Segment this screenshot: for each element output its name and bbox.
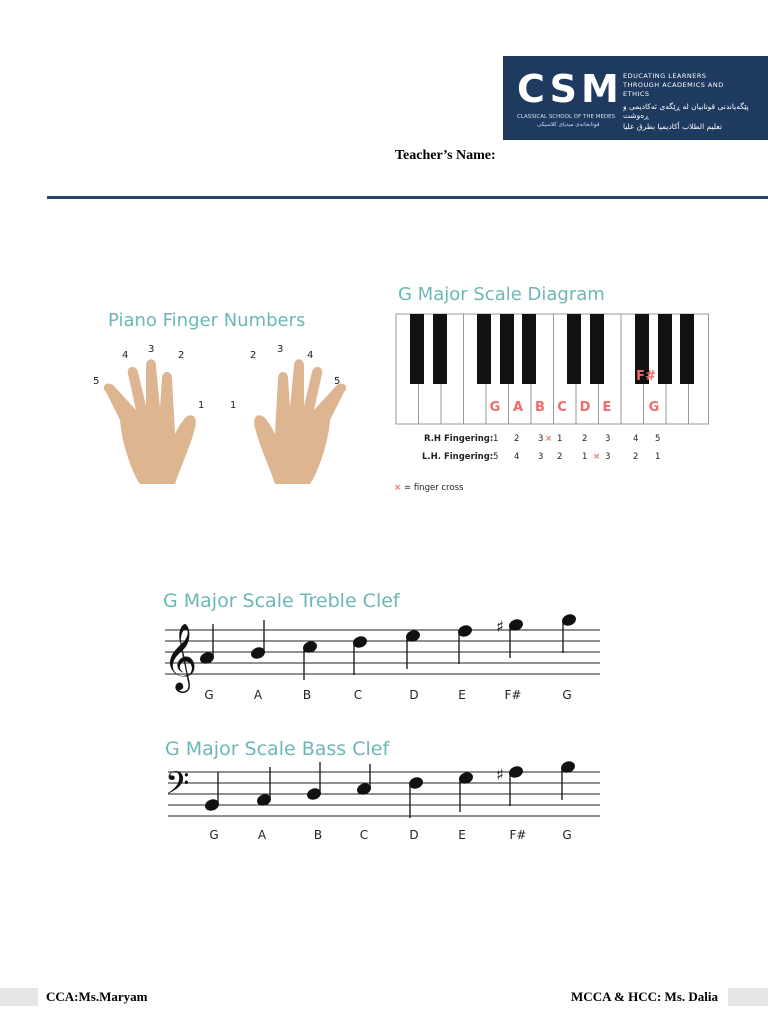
bass-title-text: G Major Scale Bass Clef — [165, 738, 390, 760]
rh-finger-1: 1 — [230, 400, 237, 411]
finger-numbers-title-text: Piano Finger Numbers — [108, 310, 306, 331]
finger-cross-icon: × — [545, 434, 553, 444]
bass-note-name: G — [209, 828, 219, 842]
bass-note-name: F# — [509, 828, 527, 842]
key-label-e: E — [602, 400, 612, 415]
rh-fingering-label: R.H Fingering: — [424, 434, 494, 444]
key-label-b: B — [535, 400, 545, 415]
school-logo — [503, 56, 768, 140]
bass-clef-icon: 𝄢 — [165, 765, 190, 809]
logo-sub-ku: قوتابخانەی میدیای کلاسیکی — [537, 122, 600, 128]
finger-cross-icon: × — [593, 452, 601, 462]
bass-note-name: E — [458, 828, 466, 842]
bass-sharp-icon: ♯ — [496, 765, 504, 784]
rh-value: 5 — [655, 434, 661, 444]
treble-note-name: G — [204, 688, 214, 702]
bass-title — [165, 738, 389, 760]
treble-title-text: G Major Scale Treble Clef — [163, 590, 400, 612]
lh-finger-1: 1 — [198, 400, 205, 411]
rh-finger-2: 2 — [250, 350, 257, 361]
rh-finger-4: 4 — [307, 350, 314, 361]
lh-finger-2: 2 — [178, 350, 185, 361]
bass-staff — [160, 760, 610, 850]
key-label-c: C — [557, 400, 567, 415]
treble-note-name: A — [253, 688, 263, 702]
logo-tagline-en: EDUCATING LEARNERS THROUGH ACADEMICS AND ETHICS — [623, 72, 724, 98]
treble-title — [163, 590, 400, 612]
rh-value: 1 — [557, 434, 563, 444]
treble-note-name: E — [458, 688, 466, 702]
lh-value: 3 — [538, 452, 544, 462]
treble-note-name: F# — [504, 688, 522, 702]
keyboard-diagram — [390, 312, 720, 502]
logo-title: CSM — [517, 67, 623, 111]
rh-value: 2 — [514, 434, 520, 444]
lh-value: 4 — [514, 452, 520, 462]
legend-text: = finger cross — [404, 483, 464, 493]
lh-fingering-label: L.H. Fingering: — [422, 452, 494, 462]
logo-sub: CLASSICAL SCHOOL OF THE MEDES — [517, 114, 616, 120]
lh-finger-3: 3 — [148, 344, 155, 355]
header-divider — [47, 196, 768, 199]
key-label-g-high: G — [648, 400, 660, 415]
lh-value: 1 — [582, 452, 588, 462]
treble-note-name: C — [353, 688, 363, 702]
key-label-a: A — [512, 400, 524, 415]
lh-value: 1 — [655, 452, 661, 462]
lh-value: 2 — [633, 452, 639, 462]
scale-diagram-title — [398, 284, 605, 305]
footer-right-text: MCCA & HCC: Ms. Dalia — [571, 989, 718, 1004]
treble-note-name: D — [409, 688, 419, 702]
lh-finger-4: 4 — [122, 350, 129, 361]
rh-value: 2 — [582, 434, 588, 444]
key-label-fsharp: F# — [636, 369, 656, 384]
right-hand-icon — [254, 359, 346, 484]
footer-left-text: CCA:Ms.Maryam — [46, 989, 148, 1004]
lh-value: 2 — [557, 452, 563, 462]
bass-note-name: C — [359, 828, 369, 842]
teacher-name-label: Teacher’s Name: — [395, 148, 496, 163]
rh-finger-3: 3 — [277, 344, 284, 355]
rh-finger-5: 5 — [334, 376, 341, 387]
lh-value: 3 — [605, 452, 611, 462]
treble-note-name: G — [562, 688, 572, 702]
logo-tagline-ar: تعليم الطلاب أكاديميا بطرق عليا — [623, 122, 722, 131]
treble-sharp-icon: ♯ — [496, 617, 504, 636]
legend-cross-icon: × — [394, 483, 402, 493]
bass-note-name: D — [409, 828, 419, 842]
lh-value: 5 — [493, 452, 499, 462]
logo-tagline-ku: پێگەیاندنی قوتابیان لە ڕێگەی ئەکادیمی و ڕەوشت — [623, 102, 749, 120]
treble-note-name: B — [302, 688, 312, 702]
bass-note-name: G — [562, 828, 572, 842]
key-label-g: G — [489, 400, 501, 415]
rh-value: 3 — [605, 434, 611, 444]
hands-illustration — [80, 338, 370, 488]
footer-left-bar — [0, 988, 38, 1006]
scale-diagram-title-text: G Major Scale Diagram — [398, 284, 605, 305]
footer-right-bar — [728, 988, 768, 1006]
rh-value: 1 — [493, 434, 499, 444]
treble-clef-icon: 𝄞 — [163, 622, 198, 690]
bass-note-name: B — [313, 828, 323, 842]
rh-value: 4 — [633, 434, 639, 444]
rh-value: 3 — [538, 434, 544, 444]
finger-numbers-title — [108, 310, 305, 331]
left-hand-icon — [104, 359, 196, 484]
treble-staff — [160, 612, 610, 712]
key-label-d: D — [579, 400, 591, 415]
bass-note-name: A — [257, 828, 267, 842]
lh-finger-5: 5 — [93, 376, 100, 387]
